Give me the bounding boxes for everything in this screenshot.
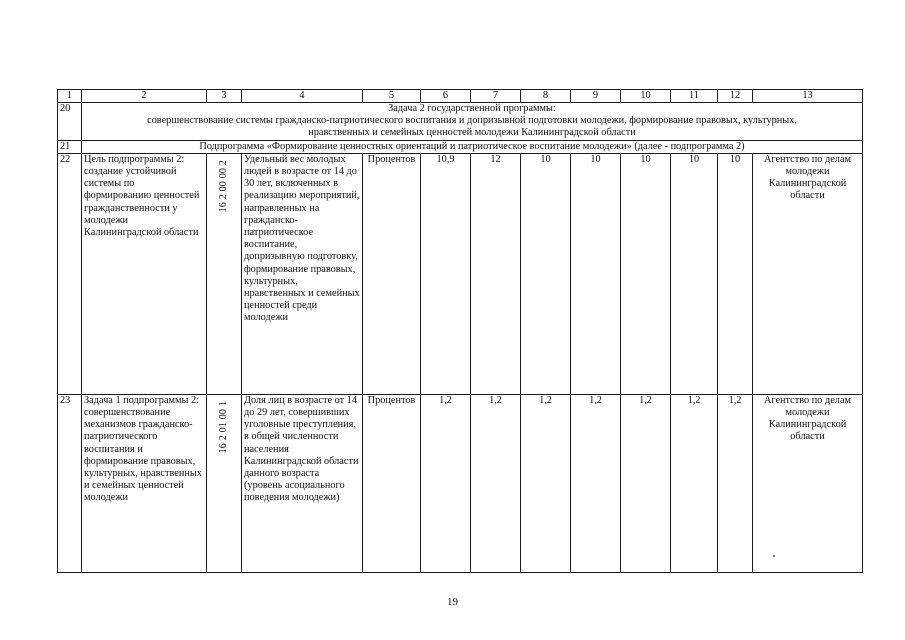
column-number: 5 bbox=[363, 90, 421, 103]
table-row-20 bbox=[58, 103, 863, 141]
budget-code: 16 2 01 00 1 bbox=[217, 400, 229, 454]
task-heading-title: Задача 2 государственной программы: bbox=[388, 103, 556, 114]
row-number: 21 bbox=[58, 140, 82, 153]
task-heading-line: нравственных и семейных ценностей молодежи Калининградской области bbox=[308, 127, 636, 139]
budget-code-cell bbox=[207, 153, 242, 394]
budget-code: 16 2 00 00 2 bbox=[217, 159, 229, 213]
value-cell: 1,2 bbox=[671, 394, 718, 572]
column-number-row bbox=[58, 90, 863, 103]
value-cell: 1,2 bbox=[718, 394, 753, 572]
column-number: 8 bbox=[521, 90, 571, 103]
scan-speck bbox=[773, 555, 775, 557]
table-row-21 bbox=[58, 140, 863, 153]
column-number: 6 bbox=[421, 90, 471, 103]
indicator-cell: Удельный вес молодых людей в возрасте от 14 до 30 лет, включенных в реализацию мероприятий, направленных на гражданско-патриотическое воспитание, допризывную подготовку, формирование правовых, культурных, нравственных и семейных ценностей среди молодежи bbox=[242, 153, 363, 394]
unit-cell: Процентов bbox=[363, 394, 421, 572]
row-number: 22 bbox=[58, 153, 82, 394]
indicator-cell: Доля лиц в возрасте от 14 до 29 лет, совершивших уголовные преступления, в общей численности населения Калининградской области данного возраста (уровень асоциального поведения молодежи) bbox=[242, 394, 363, 572]
column-number: 10 bbox=[621, 90, 671, 103]
column-number: 3 bbox=[207, 90, 242, 103]
value-cell: 10 bbox=[571, 153, 621, 394]
indicator-table bbox=[57, 89, 863, 573]
task-heading-cell bbox=[82, 103, 863, 141]
value-cell: 10 bbox=[671, 153, 718, 394]
table-row-23 bbox=[58, 394, 863, 572]
goal-cell: Цель подпрограммы 2: создание устойчивой системы по формированию ценностей гражданственности у молодежи Калининградской области bbox=[82, 153, 207, 394]
executor-cell: Агентство по делам молодежи Калининградской области bbox=[753, 394, 863, 572]
unit-cell: Процентов bbox=[363, 153, 421, 394]
value-cell: 1,2 bbox=[421, 394, 471, 572]
row-number: 23 bbox=[58, 394, 82, 572]
value-cell: 10 bbox=[521, 153, 571, 394]
value-cell: 10,9 bbox=[421, 153, 471, 394]
column-number: 12 bbox=[718, 90, 753, 103]
value-cell: 1,2 bbox=[471, 394, 521, 572]
subprogram-heading: Подпрограмма «Формирование ценностных ориентаций и патриотическое воспитание молодежи» (далее - подпрограмма 2) bbox=[82, 140, 863, 153]
table-row-22 bbox=[58, 153, 863, 394]
column-number: 4 bbox=[242, 90, 363, 103]
value-cell: 12 bbox=[471, 153, 521, 394]
row-number: 20 bbox=[58, 103, 82, 141]
column-number: 11 bbox=[671, 90, 718, 103]
value-cell: 1,2 bbox=[521, 394, 571, 572]
goal-cell: Задача 1 подпрограммы 2: совершенствование механизмов гражданско-патриотического воспитания и формирование правовых, культурных, нравственных и семейных ценностей молодежи bbox=[82, 394, 207, 572]
page-number: 19 bbox=[447, 596, 458, 608]
value-cell: 10 bbox=[621, 153, 671, 394]
column-number: 9 bbox=[571, 90, 621, 103]
value-cell: 1,2 bbox=[621, 394, 671, 572]
budget-code-cell bbox=[207, 394, 242, 572]
value-cell: 1,2 bbox=[571, 394, 621, 572]
executor-cell: Агентство по делам молодежи Калининградской области bbox=[753, 153, 863, 394]
column-number: 2 bbox=[82, 90, 207, 103]
column-number: 7 bbox=[471, 90, 521, 103]
column-number: 1 bbox=[58, 90, 82, 103]
task-heading-line: совершенствование системы гражданско-патриотического воспитания и допризывной подготовки молодежи, формирование правовых, культурных, bbox=[147, 115, 797, 127]
column-number: 13 bbox=[753, 90, 863, 103]
value-cell: 10 bbox=[718, 153, 753, 394]
